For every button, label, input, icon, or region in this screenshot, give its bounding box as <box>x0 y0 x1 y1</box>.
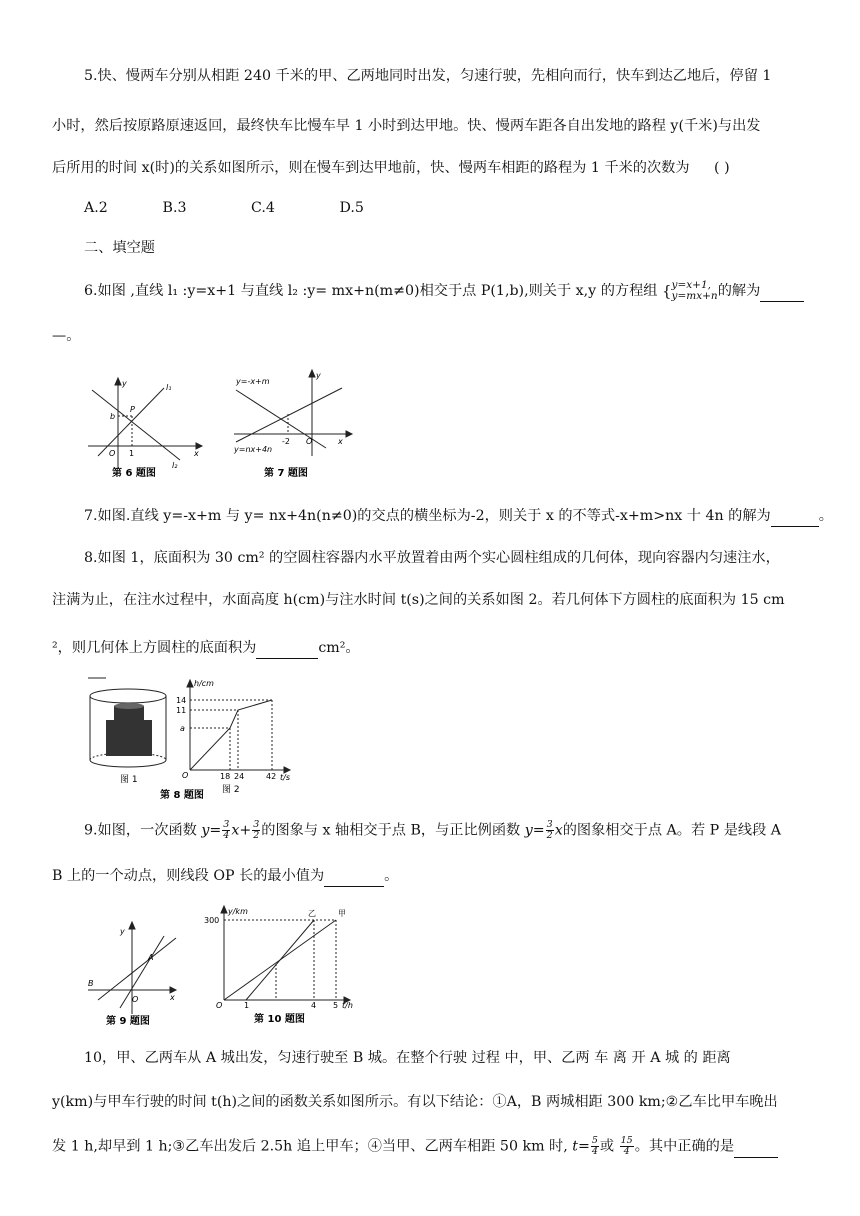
label-t: t/s <box>280 773 290 782</box>
q9-answer-blank <box>324 866 384 887</box>
label-yi: 乙 <box>308 909 316 918</box>
upper-cylinder-top <box>114 703 144 709</box>
fraction-5-4 <box>591 1136 599 1157</box>
numerator: 3 <box>546 819 553 830</box>
denominator: 4 <box>223 830 230 841</box>
label-l2: l₂ <box>172 461 178 470</box>
label-origin: O <box>109 449 116 458</box>
label-h: h/cm <box>194 679 214 688</box>
label-x: x <box>170 993 175 1002</box>
label-one: 1 <box>129 449 135 458</box>
q5-line2: 小时，然后按原路原速返回，最终快车比慢车早 1 小时到达甲地。快、慢两车距各自出发地的路程 y(千米)与出发 <box>52 118 761 134</box>
y-axis-arrow <box>221 906 227 913</box>
t-eq: t= <box>572 1138 590 1155</box>
q9-t2: 的图象与 x 轴相交于点 B，与正比例函数 <box>261 822 521 839</box>
q8-line2: 注满为止，在注水过程中，水面高度 h(cm)与注水时间 t(s)之间的关系如图 2。若几何体下方圆柱的底面积为 15 cm <box>52 592 785 608</box>
h-axis-arrow <box>187 680 193 687</box>
figure-10-caption: 第 10 题图 <box>254 1014 305 1025</box>
q6-blank-end: —。 <box>52 328 81 344</box>
q9-line2 <box>52 866 810 887</box>
label-5: 5 <box>333 1001 339 1010</box>
label-b: b <box>110 412 116 421</box>
label-24: 24 <box>234 772 245 781</box>
numerator: 3 <box>223 819 230 830</box>
line-yi <box>246 920 314 1000</box>
label-origin: O <box>306 437 313 446</box>
label-origin: O <box>182 771 189 780</box>
denominator: 4 <box>591 1146 598 1157</box>
section-heading: 二、填空题 <box>84 240 155 256</box>
f1-y: y= <box>201 822 222 839</box>
q5-options <box>84 198 810 218</box>
q8-answer-blank <box>256 638 318 659</box>
f1-x: x+ <box>231 822 252 839</box>
q10-answer-blank <box>734 1137 778 1158</box>
q5-line3 <box>52 158 810 178</box>
q7-answer-blank <box>771 506 819 527</box>
equation-system <box>672 280 718 302</box>
label-y: y <box>120 927 125 936</box>
figure-9-caption: 第 9 题图 <box>106 1016 150 1027</box>
label-42: 42 <box>266 772 277 781</box>
figure-6 <box>84 376 204 480</box>
option-c: C.4 <box>251 200 275 216</box>
q10-line3-end: 。其中正确的是 <box>634 1138 735 1155</box>
q8-line1: 8.如图 1，底面积为 30 cm² 的空圆柱容器内水平放置着由两个实心圆柱组成的几何体，现向容器内匀速注水， <box>84 550 780 566</box>
option-a: A.2 <box>84 200 108 216</box>
f2-x: x <box>554 822 563 839</box>
fraction-3-2 <box>252 820 260 841</box>
denominator: 4 <box>623 1146 630 1157</box>
q10-line3-text: 发 1 h,却早到 1 h;③乙车出发后 2.5h 追上甲车；④当甲、乙两车相距 50 km 时, <box>52 1138 568 1155</box>
system-brace: { <box>661 282 672 300</box>
numerator: 3 <box>253 819 260 830</box>
linear-function <box>98 938 176 1000</box>
q5-line3-text: 后所用的时间 x(时)的关系如图所示，则在慢车到达甲地前，快、慢两车相距的路程为 1 千米的次数为 <box>52 160 690 176</box>
q6-line1 <box>84 280 810 302</box>
q10-line1: 10，甲、乙两车从 A 城出发，匀速行驶至 B 城。在整个行驶 过程 中，甲、乙两 车 离 开 A 城 的 距离 <box>84 1050 731 1066</box>
label-origin: O <box>132 995 139 1004</box>
container-top <box>90 689 166 703</box>
label-18: 18 <box>220 772 231 781</box>
label-jia: 甲 <box>338 909 346 918</box>
fig1-label: 图 1 <box>120 775 138 785</box>
q9-line1 <box>84 820 810 841</box>
system-bottom: y=mx+n <box>671 290 718 302</box>
line-l2 <box>92 390 180 460</box>
figure-8-caption: 第 8 题图 <box>160 790 204 800</box>
label-300: 300 <box>204 916 220 925</box>
numerator: 5 <box>591 1135 598 1146</box>
label-14: 14 <box>176 696 187 705</box>
y-axis-arrow <box>115 378 121 385</box>
label-t: t/h <box>342 1001 353 1010</box>
x-axis-arrow <box>346 431 352 437</box>
proportional-function <box>120 936 164 1008</box>
q9-t3: 的图象相交于点 A。若 P 是线段 A <box>562 822 782 839</box>
q6-text-b: 的解为 <box>717 283 761 299</box>
container-bottom <box>90 760 166 767</box>
y-axis-arrow <box>129 922 135 929</box>
f2-y: y= <box>524 822 545 839</box>
q10-line2: y(km)与甲车行驶的时间 t(h)之间的函数关系如图所示。有以下结论：①A，B 两城相距 300 km;②乙车比甲车晚出 <box>52 1094 778 1110</box>
system-top: y=x+1, <box>671 279 711 291</box>
label-bottom-line: y=nx+4n <box>234 445 273 454</box>
denominator: 2 <box>253 830 260 841</box>
label-origin: O <box>216 1001 223 1010</box>
q9-end: 。 <box>384 868 399 884</box>
figure-7-caption: 第 7 题图 <box>264 468 308 479</box>
figure-10 <box>200 902 360 1028</box>
label-y: y <box>122 379 127 388</box>
option-b: B.3 <box>162 200 187 216</box>
label-11: 11 <box>176 706 187 715</box>
figure-8 <box>84 676 294 800</box>
q6-text-a: 6.如图 ,直线 l₁ :y=x+1 与直线 l₂ :y= mx+n(m≠0)相交于点 P(1,b),则关于 x,y 的方程组 <box>84 283 658 299</box>
fraction-3-4 <box>222 820 230 841</box>
q9-line2-text: B 上的一个动点，则线段 OP 长的最小值为 <box>52 868 325 884</box>
q6-answer-blank <box>760 281 804 302</box>
q7-line <box>84 506 833 527</box>
option-d: D.5 <box>339 200 364 216</box>
label-top-line: y=-x+m <box>236 377 270 386</box>
denominator: 2 <box>546 830 553 841</box>
numerator: 15 <box>620 1135 633 1146</box>
label-neg2: -2 <box>282 437 290 446</box>
label-p: P <box>130 405 135 414</box>
answer-paren: ( ) <box>714 160 730 176</box>
label-x: x <box>338 437 343 446</box>
fig2-label: 图 2 <box>222 785 240 795</box>
lower-cylinder <box>106 720 152 756</box>
or-text: 或 <box>599 1138 615 1155</box>
q10-line3 <box>52 1136 810 1158</box>
label-l1: l₁ <box>166 383 172 392</box>
fraction-3-2-b <box>546 820 554 841</box>
figure-7 <box>230 366 354 480</box>
figure-6-caption: 第 6 题图 <box>112 468 156 479</box>
q7-end: 。 <box>818 508 833 524</box>
q9-t1: 9.如图，一次函数 <box>84 822 197 839</box>
label-x: x <box>194 449 199 458</box>
label-4: 4 <box>311 1001 317 1010</box>
label-a: A <box>148 953 154 962</box>
y-axis-arrow <box>309 370 315 377</box>
figure-9 <box>84 914 190 1028</box>
q8-line3 <box>52 638 810 659</box>
label-b: B <box>88 979 94 988</box>
label-y: y <box>316 371 321 380</box>
q8-unit: cm²。 <box>318 640 360 656</box>
q8-line3-text: ²，则几何体上方圆柱的底面积为 <box>52 640 257 656</box>
label-1: 1 <box>244 1001 250 1010</box>
fraction-15-4 <box>620 1136 634 1157</box>
q7-text: 7.如图.直线 y=-x+m 与 y= nx+4n(n≠0)的交点的横坐标为-2，则关于 x 的不等式-x+m>nx 十 4n 的解为 <box>84 508 771 524</box>
solid-geometry <box>106 703 152 756</box>
label-a: a <box>180 724 185 733</box>
q5-line1: 5.快、慢两车分别从相距 240 千米的甲、乙两地同时出发，匀速行驶，先相向而行，快车到达乙地后，停留 1 <box>84 68 772 84</box>
label-y: y/km <box>228 907 248 916</box>
